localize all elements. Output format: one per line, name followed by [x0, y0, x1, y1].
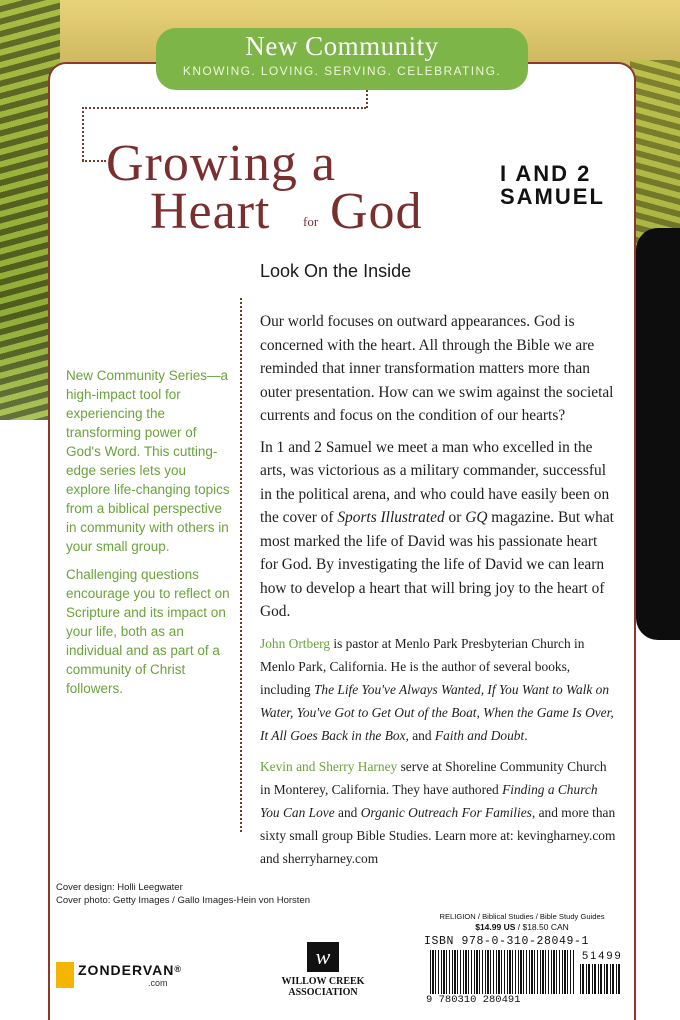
dotted-rule: [82, 107, 366, 109]
barcode: [424, 950, 623, 1006]
willow-creek-logo: [278, 942, 368, 998]
book-name-line2: SAMUEL: [500, 184, 605, 209]
barcode-addon-bars: [580, 964, 620, 994]
zondervan-z-icon: [56, 962, 74, 988]
subtitle: Look On the Inside: [260, 261, 412, 281]
cover-credits: [56, 881, 310, 907]
zondervan-dotcom: .com: [148, 978, 168, 988]
title-god: God: [330, 183, 423, 240]
author-bio-ortberg: John Ortberg is pastor at Menlo Park Presbyterian Church in Menlo Park, California. He is the author of several books, including The Life You've Always Wanted, If You Want to Walk on Water, You've Got to Get Out of the Boat, When the Game Is Over, It All Goes Back in the Box, and Faith and Doubt.: [260, 635, 614, 743]
author-name: Kevin and Sherry Harney: [260, 758, 398, 774]
black-side-tab: [636, 228, 680, 640]
title-heart: Heart: [150, 183, 271, 240]
barcode-addon-number: 51499: [582, 950, 623, 962]
column-divider: [240, 298, 242, 832]
dotted-rule: [82, 107, 84, 161]
price: $14.99 US / $18.50 CAN: [475, 922, 569, 932]
willow-creek-line2: ASSOCIATION: [288, 987, 358, 998]
barcode-block: [424, 912, 623, 1006]
dotted-rule: [82, 160, 106, 162]
series-tagline: KNOWING. LOVING. SERVING. CELEBRATING.: [182, 64, 502, 78]
author-bio-harney: Kevin and Sherry Harney serve at Shoreline Community Church in Monterey, California. They have authored Finding a Church You Can Love and Organic Outreach For Families, and more than sixty small group Bible Studies. Learn more at: kevingharney.com and sherryharney.com: [260, 758, 616, 866]
series-description: [66, 366, 232, 707]
body-para2: In 1 and 2 Samuel we meet a man who excelled in the arts, was victorious as a military commander, successful in the political arena, and who could have easily been on the cover of Sports Illustrated or GQ magazine. But what most marked the life of David was his passionate heart for God. By investigating the life of David we can learn how to develop a heart that will bring joy to the heart of God.: [260, 438, 614, 620]
series-name: New Community: [245, 31, 439, 61]
cover-photo-credit: Cover photo: Getty Images / Gallo Images-Hein von Horsten: [56, 895, 310, 906]
title-for: for: [303, 214, 319, 229]
dotted-rule: [366, 90, 368, 108]
book-name-line1: I AND 2: [500, 161, 592, 186]
zondervan-logo: ZONDERVAN® .com: [56, 962, 182, 988]
series-description-para2: Challenging questions encourage you to reflect on Scripture and its impact on your life, both as an individual and as part of a community of Christ followers.: [66, 567, 230, 696]
back-cover-copy: [260, 310, 616, 878]
barcode-digits: 9 780310 280491: [426, 994, 521, 1006]
isbn: ISBN 978-0-310-28049-1: [424, 935, 590, 948]
cover-design-credit: Cover design: Holli Leegwater: [56, 882, 183, 893]
zondervan-name: ZONDERVAN: [78, 962, 175, 978]
series-description-para1: New Community Series—a high-impact tool for experiencing the transforming power of God's Word. This cutting-edge series lets you explore life-changing topics from a biblical perspective in community with others in your small group.: [66, 368, 230, 554]
body-para1: Our world focuses on outward appearances. God is concerned with the heart. All through the Bible we are reminded that inner transformation matters more than outer presentation. How can we swim against the societal currents and focus on the condition of our hearts?: [260, 313, 614, 424]
willow-creek-line1: WILLOW CREEK: [281, 976, 365, 987]
title-growing-a: Growing a: [106, 135, 336, 192]
bisac-category: RELIGION / Biblical Studies / Bible Study Guides: [439, 912, 605, 921]
barcode-bars: [430, 950, 574, 994]
series-badge: [156, 28, 528, 90]
book-name: [500, 162, 630, 208]
willow-creek-icon: w: [307, 942, 339, 972]
author-name: John Ortberg: [260, 635, 331, 651]
